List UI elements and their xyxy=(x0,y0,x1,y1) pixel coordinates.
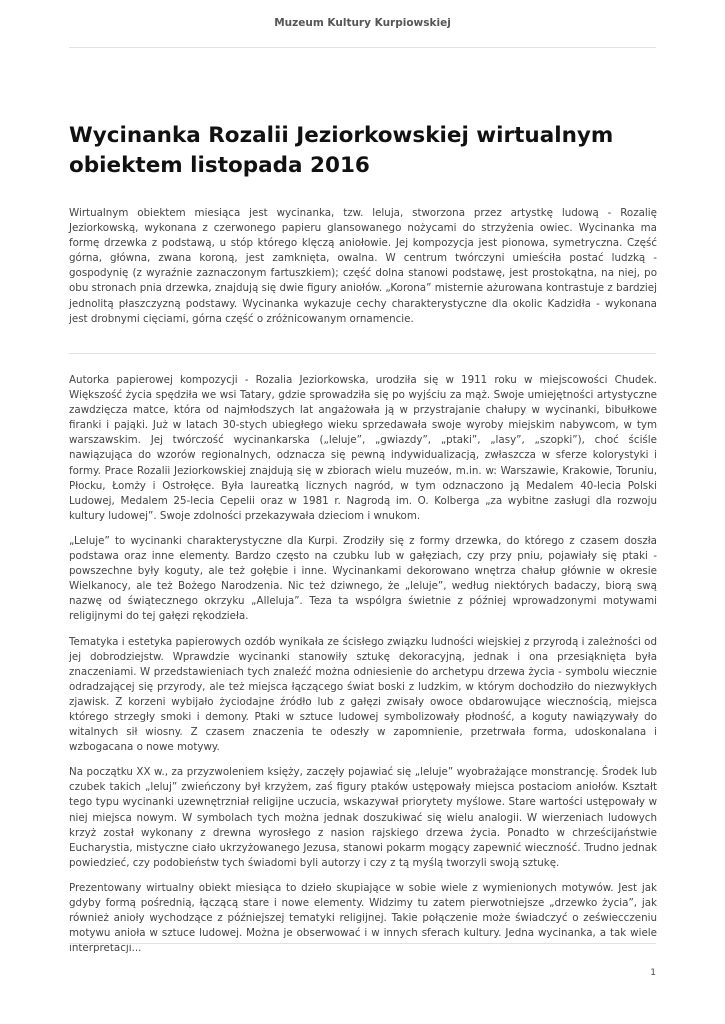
body-paragraph: Autorka papierowej kompozycji - Rozalia Jeziorkowska, urodziła się w 1911 roku w miejscowości Chudek. Większość życia spędziła we wsi Tatary, gdzie sprowadziła się po wyjściu za mąż. Swoje umiejętności artystyczne zawdzięcza matce, która od najmłodszych lat angażowała ją w przystrajanie chałupy w wycinanki, bibułkowe firanki i pająki. Już w latach 30-stych ubiegłego wieku sprzedawała swoje wyroby miejskim nabywcom, w tym warszawskim. Jej twórczość wycinankarska („leluje”, „gwiazdy”, „ptaki”, „lasy”, „szopki”), choć ściśle nawiązująca do wzorów regionalnych, odznacza się pewną indywidualizacją, zwłaszcza w sferze kolorystyki i formy. Prace Rozalii Jeziorkowskiej znajdują się w zbiorach wielu muzeów, m.in. w: Warszawie, Krakowie, Toruniu, Płocku, Łomży i Ostrołęce. Była laureatką licznych nagród, w tym odznaczono ją Medalem 40-lecia Polski Ludowej, Medalem 25-lecia Cepelii oraz w 1981 r. Nagrodą im. O. Kolberga „za wybitne zasługi dla rozwoju kultury ludowej”. Swoje zdolności przekazywała dzieciom i wnukom. xyxy=(69,374,657,522)
header-divider xyxy=(69,47,656,48)
body-paragraph: Prezentowany wirtualny obiekt miesiąca to dzieło skupiające w sobie wiele z wymienionych motywów. Jest jak gdyby formą pośrednią, łączącą stare i nowe elementy. Widzimy tu zatem pierwotniejsze „drzewko życia”, jak również anioły wychodzące z późniejszej tematyki religijnej. Takie połączenie może świadczyć o zeświecczeniu motywu anioła w sztuce ludowej. Można je obserwować i w innych sferach kultury. Jedna wycinanka, a tak wiele interpretacji... xyxy=(69,881,657,955)
article-intro: Wirtualnym obiektem miesiąca jest wycinanka, tzw. leluja, stworzona przez artystkę ludową - Rozalię Jeziorkowską, wykonana z czerwonego papieru glansowanego nożycami do strzyżenia owiec. Wycinanka ma formę drzewka z podstawą, u stóp którego klęczą aniołowie. Jej kompozycja jest pionowa, symetryczna. Część górna, główna, zwana koroną, jest zamknięta, owalna. W centrum twórczyni umieściła postać ludzką - gospodynię (z wyraźnie zaznaczonym fartuszkiem); część dolna stanowi podstawę, jest prostokątna, na niej, po obu stronach pnia drzewka, znajdują się dwie figury aniołów. „Korona” misternie ażurowana kontrastuje z bardziej jednolitą płaszczyzną podstawy. Wycinanka wykazuje cechy charakterystyczne dla okolic Kadzidła - wykonana jest drobnymi cięciami, górna część o zróżnicowanym ornamencie. xyxy=(69,207,657,325)
body-paragraph: Tematyka i estetyka papierowych ozdób wynikała ze ścisłego związku ludności wiejskiej z przyrodą i zależności od jej dobrodziejstw. Wprawdzie wycinanki stanowiły sztukę dekoracyjną, jednak i ona przesiąknięta była znaczeniami. W przedstawieniach tych znaleźć można odniesienie do archetypu drzewa życia - symbolu wiecznie odradzającej się przyrody, ale też miejsca łączącego świat boski z ludzkim, w którym dochodziło do niezwykłych zjawisk. Z korzeni wybijało życiodajne źródło lub z gałęzi zwisały owoce obdarowujące wiecznością, miejsca którego strzegły smoki i demony. Ptaki w sztuce ludowej symbolizowały płodność, a koguty nawiązywały do witalnych sił wiosny. Z czasem znaczenia te odeszły w zapomnienie, przetrwała forma, udoskonalana i wzbogacana o nowe motywy. xyxy=(69,635,657,754)
site-header: Muzeum Kultury Kurpiowskiej xyxy=(274,17,451,29)
article-title: Wycinanka Rozalii Jeziorkowskiej wirtualnym obiektem listopada 2016 xyxy=(69,123,614,178)
footer-divider xyxy=(69,943,656,944)
article-body xyxy=(69,373,657,966)
intro-divider xyxy=(69,353,656,354)
body-paragraph: „Leluje” to wycinanki charakterystyczne dla Kurpi. Zrodziły się z formy drzewka, do którego z czasem doszła podstawa oraz inne elementy. Bardzo często na czubku lub w gałęziach, czy przy pniu, pojawiały się ptaki - powszechne były koguty, ale też gołębie i inne. Wycinankami dekorowano wnętrza chałup głównie w okresie Wielkanocy, ale też Bożego Narodzenia. Nic też dziwnego, że „leluje”, według niektórych badaczy, biorą swą nazwę od świątecznego okrzyku „Alleluja”. Teza ta wspólgra świetnie z później wprowadzonymi motywami religijnymi do tej gałęzi rękodzieła. xyxy=(69,534,657,623)
page-number: 1 xyxy=(650,968,656,978)
body-paragraph: Na początku XX w., za przyzwoleniem księży, zaczęły pojawiać się „leluje” wyobrażające monstrancję. Środek lub czubek takich „leluj” zwieńczony był krzyżem, zaś figury ptaków ustępowały miejsca postaciom aniołów. Kształt tego typu wycinanki uzewnętrzniał religijne uczucia, wskazywał priorytety myślowe. Stare wartości ustępowały w niej miejsca nowym. W symbolach tych można jednak doszukiwać się wielu analogii. W wierzeniach ludowych krzyż został wykonany z drewna wyrosłego z nasion rajskiego drzewa życia. Ponadto w chrześcijaństwie Eucharystia, mistyczne ciało ukrzyżowanego Jezusa, stanowi pokarm mogący zapewnić wieczność. Trudno jednak powiedzieć, czy podobieństw tych świadomi byli autorzy i czy z tą myślą tworzyli swoją sztukę. xyxy=(69,766,657,869)
